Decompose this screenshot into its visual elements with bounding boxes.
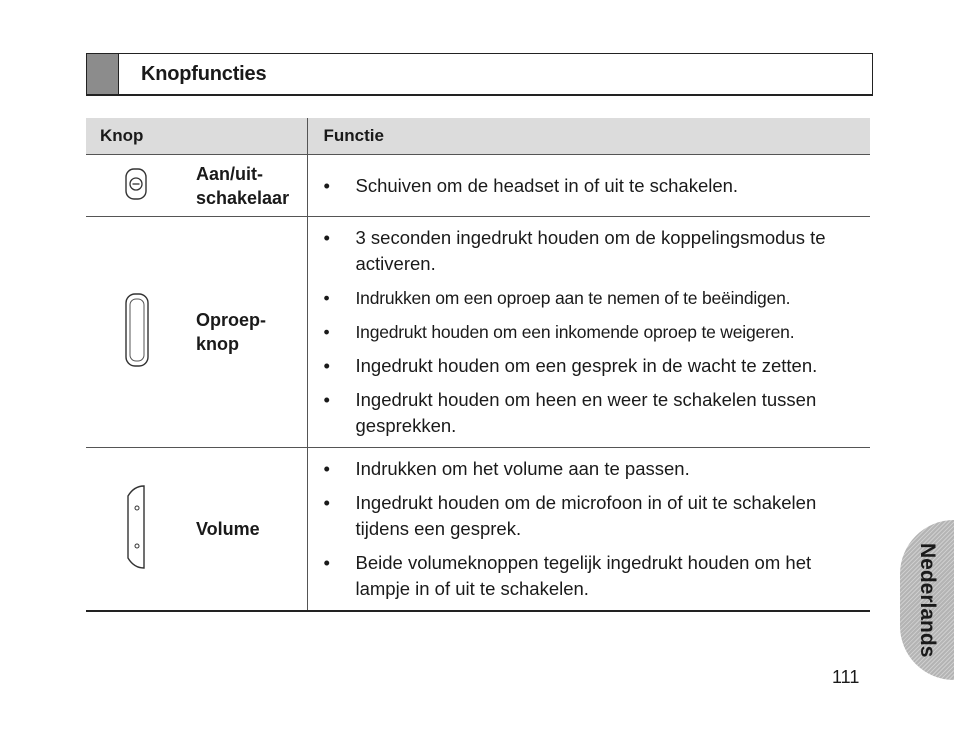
table-row-volume (86, 448, 870, 612)
function-item: • Indrukken om een oproep aan te nemen of te beëindigen. (324, 285, 867, 311)
section-header (86, 53, 873, 96)
button-name-power (186, 155, 307, 217)
function-item: • Beide volumeknoppen tegelijk ingedrukt houden om het lampje in of uit te schakelen. (324, 550, 867, 602)
power-switch-icon (86, 155, 186, 217)
language-tab (900, 520, 954, 680)
function-cell-call (307, 217, 870, 448)
volume-button-icon (86, 448, 186, 612)
function-item: • Ingedrukt houden om de microfoon in of uit te schakelen tijdens een gesprek. (324, 490, 867, 542)
button-name-line: Aan/uit- (196, 163, 263, 184)
column-header-button: Knop (86, 118, 307, 155)
language-tab-label: Nederlands (916, 542, 939, 658)
page-number: 111 (832, 667, 860, 687)
function-item: • Ingedrukt houden om een gesprek in de wacht te zetten. (324, 353, 867, 379)
button-name-line: schakelaar (196, 187, 290, 208)
button-functions-table (86, 118, 870, 612)
button-name-line: knop (196, 334, 239, 354)
button-name-volume (186, 448, 307, 612)
function-item: • Ingedrukt houden om heen en weer te schakelen tussen gesprekken. (324, 387, 867, 439)
button-name-line: Oproep- (196, 310, 266, 330)
function-item: • Ingedrukt houden om een inkomende oproep te weigeren. (324, 319, 867, 345)
function-item: • Indrukken om het volume aan te passen. (324, 456, 867, 482)
call-button-icon (86, 217, 186, 448)
button-name-call (186, 217, 307, 448)
function-cell-power (307, 155, 870, 217)
table-row-power (86, 155, 870, 217)
function-cell-volume (307, 448, 870, 612)
function-item: • 3 seconden ingedrukt houden om de koppelingsmodus te activeren. (324, 225, 867, 277)
table-row-call (86, 217, 870, 448)
column-header-function: Functie (307, 118, 870, 155)
section-marker (87, 54, 119, 94)
table-header-row (86, 118, 870, 155)
function-item: • Schuiven om de headset in of uit te schakelen. (324, 173, 867, 199)
button-name-line: Volume (196, 519, 260, 539)
section-title: Knopfuncties (141, 62, 267, 85)
